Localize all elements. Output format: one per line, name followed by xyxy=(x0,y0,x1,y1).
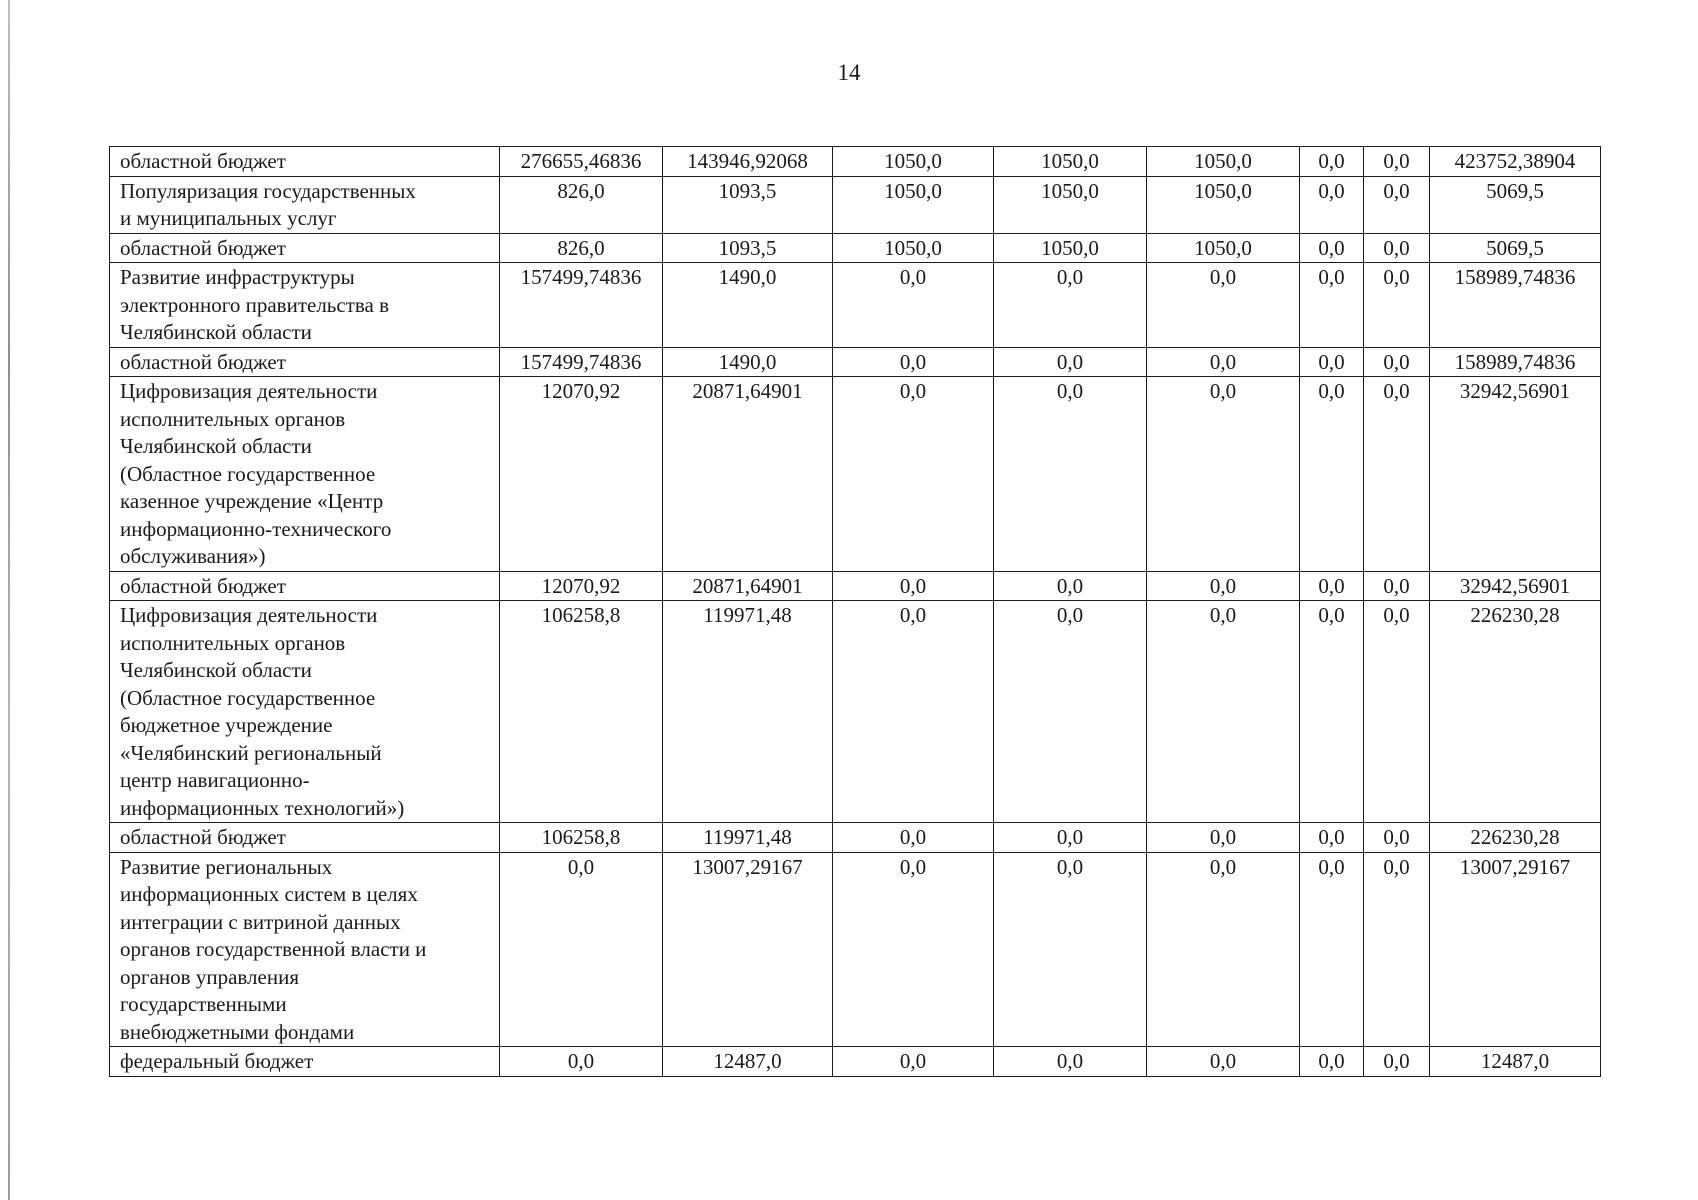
value-cell: 1050,0 xyxy=(833,233,994,263)
value-cell: 0,0 xyxy=(1364,147,1430,177)
value-cell: 5069,5 xyxy=(1430,176,1601,233)
value-cell: 32942,56901 xyxy=(1430,377,1601,572)
value-cell: 0,0 xyxy=(1147,377,1300,572)
value-cell: 0,0 xyxy=(1147,347,1300,377)
measure-row xyxy=(110,601,1601,823)
value-cell: 143946,92068 xyxy=(663,147,833,177)
value-cell: 0,0 xyxy=(994,263,1147,348)
name-line: (Областное государственное xyxy=(120,685,376,710)
value-cell: 157499,74836 xyxy=(500,347,663,377)
value-cell: 226230,28 xyxy=(1430,823,1601,853)
name-line: Развитие региональных xyxy=(120,854,333,879)
value-cell: 0,0 xyxy=(833,601,994,823)
value-cell: 0,0 xyxy=(1300,571,1364,601)
value-cell: 0,0 xyxy=(1300,601,1364,823)
funding-source-row xyxy=(110,1047,1601,1077)
value-cell: 0,0 xyxy=(1364,601,1430,823)
value-cell: 0,0 xyxy=(994,852,1147,1047)
value-cell: 826,0 xyxy=(500,176,663,233)
measure-row xyxy=(110,852,1601,1047)
value-cell: 0,0 xyxy=(1364,1047,1430,1077)
value-cell: 0,0 xyxy=(1147,601,1300,823)
measure-name xyxy=(110,377,500,572)
measure-row xyxy=(110,377,1601,572)
value-cell: 106258,8 xyxy=(500,601,663,823)
value-cell: 0,0 xyxy=(1364,823,1430,853)
value-cell: 0,0 xyxy=(994,377,1147,572)
value-cell: 0,0 xyxy=(1364,571,1430,601)
value-cell: 0,0 xyxy=(1300,852,1364,1047)
value-cell: 276655,46836 xyxy=(500,147,663,177)
value-cell: 12487,0 xyxy=(663,1047,833,1077)
value-cell: 0,0 xyxy=(994,347,1147,377)
value-cell: 226230,28 xyxy=(1430,601,1601,823)
value-cell: 0,0 xyxy=(1300,377,1364,572)
measure-row xyxy=(110,263,1601,348)
name-line: электронного правительства в xyxy=(120,292,390,317)
name-line: обслуживания») xyxy=(120,544,266,568)
value-cell: 0,0 xyxy=(833,377,994,572)
name-line: органов управления xyxy=(120,964,299,989)
value-cell: 0,0 xyxy=(1147,1047,1300,1077)
name-line: центр навигационно- xyxy=(120,768,310,792)
funding-source-name xyxy=(110,147,500,177)
name-line: бюджетное учреждение xyxy=(120,713,333,737)
value-cell: 20871,64901 xyxy=(663,377,833,572)
budget-table xyxy=(109,146,1601,1077)
value-cell: 0,0 xyxy=(1364,263,1430,348)
value-cell: 0,0 xyxy=(833,1047,994,1077)
value-cell: 0,0 xyxy=(500,852,663,1047)
value-cell: 1490,0 xyxy=(663,263,833,348)
value-cell: 158989,74836 xyxy=(1430,263,1601,348)
value-cell: 158989,74836 xyxy=(1430,347,1601,377)
value-cell: 1050,0 xyxy=(833,176,994,233)
name-line: Челябинской области xyxy=(120,658,312,682)
measure-name xyxy=(110,176,500,233)
name-line: внебюджетными фондами xyxy=(120,1019,355,1044)
value-cell: 12487,0 xyxy=(1430,1047,1601,1077)
name-line: Челябинской области xyxy=(120,320,312,344)
funding-source-name xyxy=(110,823,500,853)
value-cell: 13007,29167 xyxy=(663,852,833,1047)
value-cell: 157499,74836 xyxy=(500,263,663,348)
value-cell: 0,0 xyxy=(1364,176,1430,233)
page-number: 14 xyxy=(837,60,861,85)
value-cell: 1093,5 xyxy=(663,233,833,263)
measure-row xyxy=(110,176,1601,233)
value-cell: 1050,0 xyxy=(833,147,994,177)
name-line: исполнительных органов xyxy=(120,630,346,655)
name-line: (Областное государственное xyxy=(120,461,376,486)
value-cell: 0,0 xyxy=(833,571,994,601)
value-cell: 119971,48 xyxy=(663,601,833,823)
value-cell: 0,0 xyxy=(833,263,994,348)
value-cell: 1050,0 xyxy=(1147,176,1300,233)
value-cell: 0,0 xyxy=(1364,377,1430,572)
funding-source-row xyxy=(110,823,1601,853)
value-cell: 0,0 xyxy=(1300,823,1364,853)
value-cell: 423752,38904 xyxy=(1430,147,1601,177)
value-cell: 13007,29167 xyxy=(1430,852,1601,1047)
name-line: и муниципальных услуг xyxy=(120,206,337,230)
value-cell: 0,0 xyxy=(1147,263,1300,348)
measure-name xyxy=(110,263,500,348)
name-line: интеграции с витриной данных xyxy=(120,909,401,934)
value-cell: 1050,0 xyxy=(1147,147,1300,177)
value-cell: 0,0 xyxy=(1147,852,1300,1047)
name-line: областной бюджет xyxy=(120,349,286,374)
value-cell: 12070,92 xyxy=(500,377,663,572)
name-line: областной бюджет xyxy=(120,573,286,598)
value-cell: 0,0 xyxy=(1364,852,1430,1047)
value-cell: 20871,64901 xyxy=(663,571,833,601)
funding-source-name xyxy=(110,347,500,377)
value-cell: 0,0 xyxy=(1300,347,1364,377)
value-cell: 0,0 xyxy=(1300,263,1364,348)
value-cell: 0,0 xyxy=(1300,1047,1364,1077)
value-cell: 826,0 xyxy=(500,233,663,263)
funding-source-row xyxy=(110,233,1601,263)
name-line: Челябинской области xyxy=(120,434,312,458)
value-cell: 0,0 xyxy=(1364,233,1430,263)
name-line: информационных технологий») xyxy=(120,795,405,820)
value-cell: 0,0 xyxy=(994,1047,1147,1077)
value-cell: 0,0 xyxy=(1300,176,1364,233)
budget-table-body xyxy=(110,147,1601,1077)
value-cell: 0,0 xyxy=(1364,347,1430,377)
name-line: казенное учреждение «Центр xyxy=(120,489,384,513)
value-cell: 106258,8 xyxy=(500,823,663,853)
value-cell: 5069,5 xyxy=(1430,233,1601,263)
name-line: областной бюджет xyxy=(120,149,286,173)
value-cell: 0,0 xyxy=(833,852,994,1047)
name-line: областной бюджет xyxy=(120,235,286,260)
scan-edge-line xyxy=(8,0,10,1200)
value-cell: 0,0 xyxy=(833,823,994,853)
value-cell: 0,0 xyxy=(1147,571,1300,601)
value-cell: 0,0 xyxy=(500,1047,663,1077)
name-line: Цифровизация деятельности xyxy=(120,603,378,627)
measure-name xyxy=(110,601,500,823)
name-line: Развитие инфраструктуры xyxy=(120,265,355,289)
value-cell: 1050,0 xyxy=(994,176,1147,233)
value-cell: 119971,48 xyxy=(663,823,833,853)
value-cell: 0,0 xyxy=(833,347,994,377)
value-cell: 1050,0 xyxy=(994,233,1147,263)
name-line: «Челябинский региональный xyxy=(120,740,382,765)
value-cell: 0,0 xyxy=(1300,233,1364,263)
funding-source-row xyxy=(110,347,1601,377)
name-line: федеральный бюджет xyxy=(120,1049,314,1073)
name-line: информационно-технического xyxy=(120,516,392,541)
value-cell: 12070,92 xyxy=(500,571,663,601)
value-cell: 1093,5 xyxy=(663,176,833,233)
name-line: Цифровизация деятельности xyxy=(120,379,378,403)
funding-source-name xyxy=(110,233,500,263)
name-line: государственными xyxy=(120,992,287,1016)
funding-source-row xyxy=(110,147,1601,177)
value-cell: 0,0 xyxy=(1300,147,1364,177)
value-cell: 0,0 xyxy=(994,823,1147,853)
value-cell: 0,0 xyxy=(1147,823,1300,853)
value-cell: 0,0 xyxy=(994,571,1147,601)
funding-source-name xyxy=(110,571,500,601)
value-cell: 1050,0 xyxy=(994,147,1147,177)
name-line: исполнительных органов xyxy=(120,406,346,431)
value-cell: 32942,56901 xyxy=(1430,571,1601,601)
name-line: информационных систем в целях xyxy=(120,882,418,906)
value-cell: 1490,0 xyxy=(663,347,833,377)
name-line: Популяризация государственных xyxy=(120,178,416,203)
measure-name xyxy=(110,852,500,1047)
name-line: областной бюджет xyxy=(120,825,286,849)
value-cell: 1050,0 xyxy=(1147,233,1300,263)
value-cell: 0,0 xyxy=(994,601,1147,823)
funding-source-name xyxy=(110,1047,500,1077)
name-line: органов государственной власти и xyxy=(120,937,427,961)
funding-source-row xyxy=(110,571,1601,601)
